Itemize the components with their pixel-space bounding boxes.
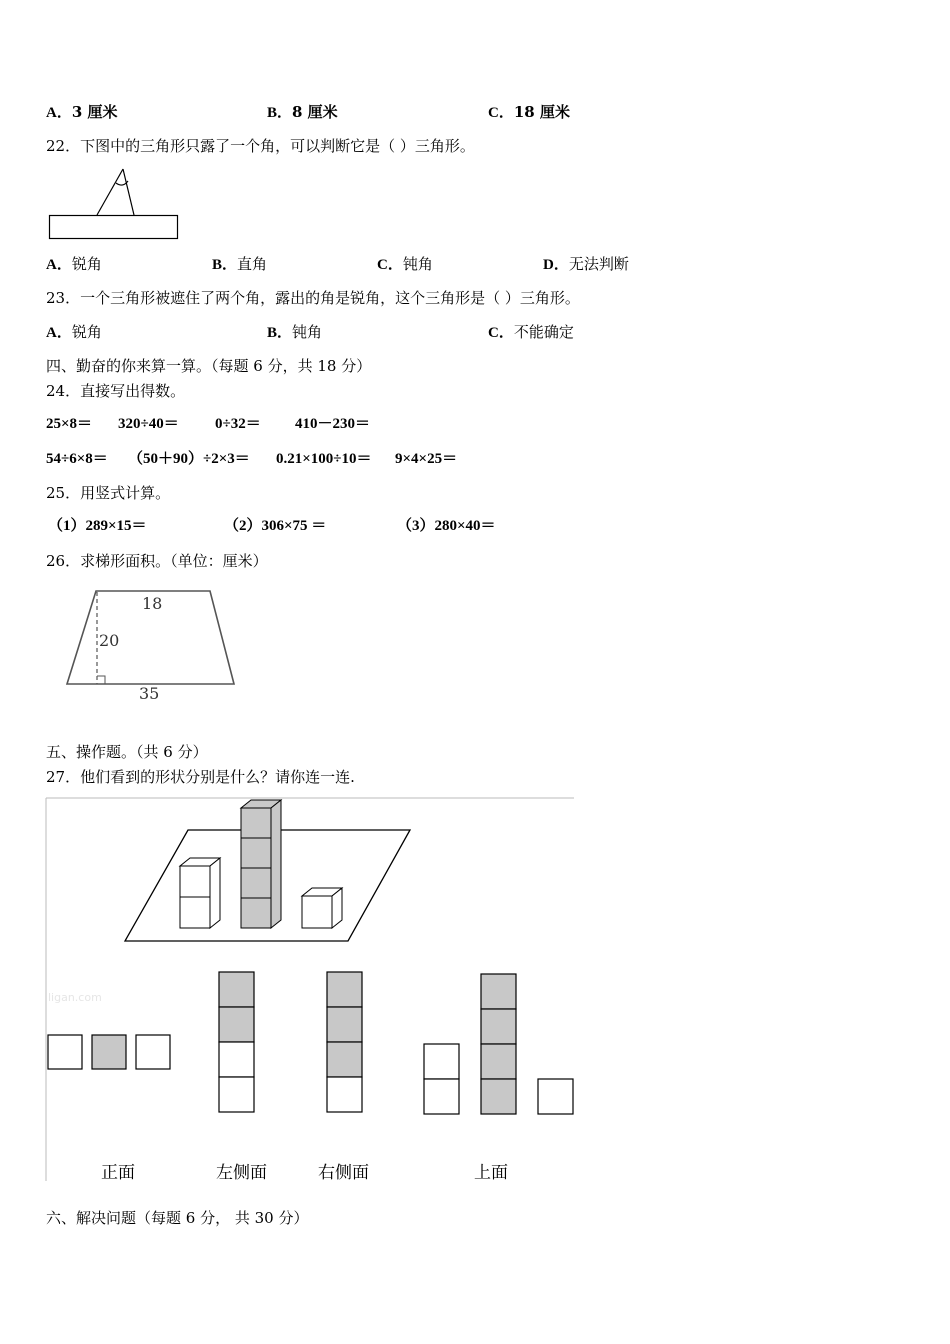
label-top: 上面: [474, 1163, 508, 1183]
right-angle-mark: [97, 676, 105, 684]
label-right-side: 右侧面: [318, 1163, 369, 1183]
q24-item-1: 25×8＝: [46, 416, 93, 432]
label-front: 正面: [101, 1163, 135, 1183]
q22-option-a: A．锐角: [46, 255, 102, 273]
q22-cover-rect: [50, 216, 178, 239]
section6-title: 六、解决问题（每题 6 分， 共 30 分）: [46, 1209, 309, 1227]
q22-angle-figure: [48, 164, 180, 242]
q22-angle-left-edge: [97, 169, 123, 215]
q22-option-b: B．直角: [212, 255, 268, 273]
q24-item-8: 9×4×25＝: [395, 451, 458, 467]
q21-option-b: B．8 厘米: [267, 103, 338, 121]
trapezoid-bottom-label: 35: [139, 684, 160, 703]
q25-item-3: （3）280×40＝: [397, 518, 496, 534]
q24-stem: 24．直接写出得数。: [46, 382, 186, 400]
q26-stem: 26．求梯形面积。（单位：厘米）: [46, 552, 268, 570]
view-front-squares: [48, 1035, 170, 1069]
q21-option-c: C．18 厘米: [488, 103, 570, 121]
q22-option-c: C．钝角: [377, 255, 433, 273]
q24-item-3: 0÷32＝: [215, 416, 261, 432]
label-left-side: 左侧面: [216, 1163, 267, 1183]
section4-title: 四、勤奋的你来算一算。（每题 6 分，共 18 分）: [46, 357, 372, 375]
q23-stem: 23．一个三角形被遮住了两个角，露出的角是锐角，这个三角形是（ ）三角形。: [46, 289, 580, 307]
q23-option-a: A．锐角: [46, 323, 102, 341]
trapezoid-top-label: 18: [142, 594, 163, 613]
q24-item-6: （50＋90）÷2×3＝: [128, 451, 250, 467]
q24-item-2: 320÷40＝: [118, 416, 179, 432]
right-single-cube: [302, 888, 342, 928]
q23-option-c: C．不能确定: [488, 323, 574, 341]
q25-stem: 25．用竖式计算。: [46, 484, 171, 502]
section5-title: 五、操作题。（共 6 分）: [46, 743, 208, 761]
view-top-squares: [424, 974, 573, 1114]
left-cube-stack: [180, 858, 220, 928]
q27-stem: 27．他们看到的形状分别是什么？请你连一连.: [46, 768, 355, 786]
q25-item-2: （2）306×75 ＝: [224, 518, 327, 534]
q22-option-d: D．无法判断: [543, 255, 629, 273]
view-right-squares: [327, 972, 362, 1112]
q24-item-7: 0.21×100÷10＝: [276, 451, 372, 467]
trapezoid-height-label: 20: [99, 631, 120, 650]
view-left-squares: [219, 972, 254, 1112]
trapezoid-figure: [60, 582, 250, 707]
q21-option-a: A．3 厘米: [46, 103, 118, 121]
q23-option-b: B．钝角: [267, 323, 323, 341]
q24-item-4: 410－230＝: [295, 416, 371, 432]
q22-stem: 22．下图中的三角形只露了一个角，可以判断它是（ ）三角形。: [46, 137, 475, 155]
q22-angle-right-edge: [123, 169, 134, 215]
q25-item-1: （1）289×15＝: [48, 518, 147, 534]
q24-item-5: 54÷6×8＝: [46, 451, 108, 467]
watermark-text: ligan.com: [48, 991, 102, 1004]
tall-cube-stack: [241, 800, 281, 928]
q27-figure: [44, 796, 576, 1186]
